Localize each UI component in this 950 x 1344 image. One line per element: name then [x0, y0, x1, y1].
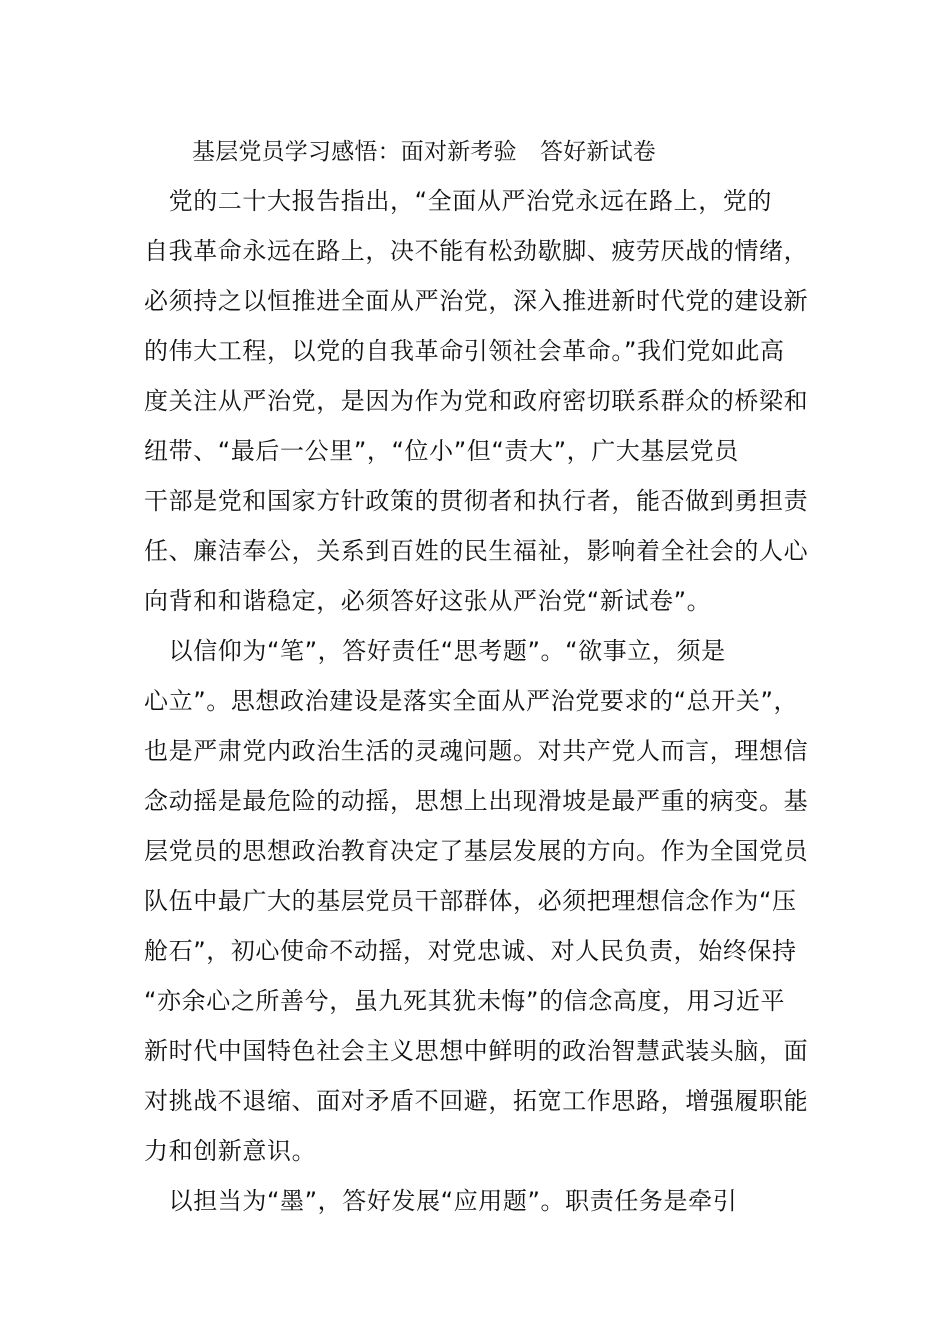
text-line: 对挑战不退缩、面对矛盾不回避，拓宽工作思路，增强履职能	[144, 1087, 809, 1115]
text-line: 以担当为“墨”，答好发展“应用题”。职责任务是牵引	[144, 1187, 738, 1215]
text-line: 干部是党和国家方针政策的贯彻者和执行者，能否做到勇担责	[144, 487, 809, 515]
text-line: 层党员的思想政治教育决定了基层发展的方向。作为全国党员	[144, 837, 809, 865]
text-line: 也是严肃党内政治生活的灵魂问题。对共产党人而言，理想信	[144, 737, 809, 765]
text-line: 自我革命永远在路上，决不能有松劲歇脚、疲劳厌战的情绪，	[144, 237, 809, 265]
text-line: 纽带、“最后一公里”，“位小”但“责大”，广大基层党员	[144, 437, 739, 465]
text-line: “亦余心之所善兮，虽九死其犹未悔”的信念高度，用习近平	[144, 987, 786, 1015]
text-line: 舱石”，初心使命不动摇，对党忠诚、对人民负责，始终保持	[144, 937, 797, 965]
text-line: 队伍中最广大的基层党员干部群体，必须把理想信念作为“压	[144, 887, 797, 915]
text-line: 任、廉洁奉公，关系到百姓的民生福祉，影响着全社会的人心	[144, 537, 809, 565]
text-line: 新时代中国特色社会主义思想中鲜明的政治智慧武装头脑，面	[144, 1037, 809, 1065]
text-line: 力和创新意识。	[144, 1137, 317, 1165]
text-line: 念动摇是最危险的动摇，思想上出现滑坡是最严重的病变。基	[144, 787, 809, 815]
text-line: 的伟大工程，以党的自我革命引领社会革命。”我们党如此高	[144, 337, 785, 365]
document-title: 基层党员学习感悟：面对新考验 答好新试卷	[192, 139, 656, 165]
text-line: 心立”。思想政治建设是落实全面从严治党要求的“总开关”，	[144, 687, 799, 715]
text-line: 党的二十大报告指出，“全面从严治党永远在路上，党的	[144, 187, 773, 215]
text-line: 度关注从严治党，是因为作为党和政府密切联系群众的桥梁和	[144, 387, 809, 415]
text-line: 以信仰为“笔”，答好责任“思考题”。“欲事立，须是	[144, 637, 726, 665]
text-line: 向背和和谐稳定，必须答好这张从严治党“新试卷”。	[144, 587, 712, 615]
text-line: 必须持之以恒推进全面从严治党，深入推进新时代党的建设新	[144, 287, 809, 315]
